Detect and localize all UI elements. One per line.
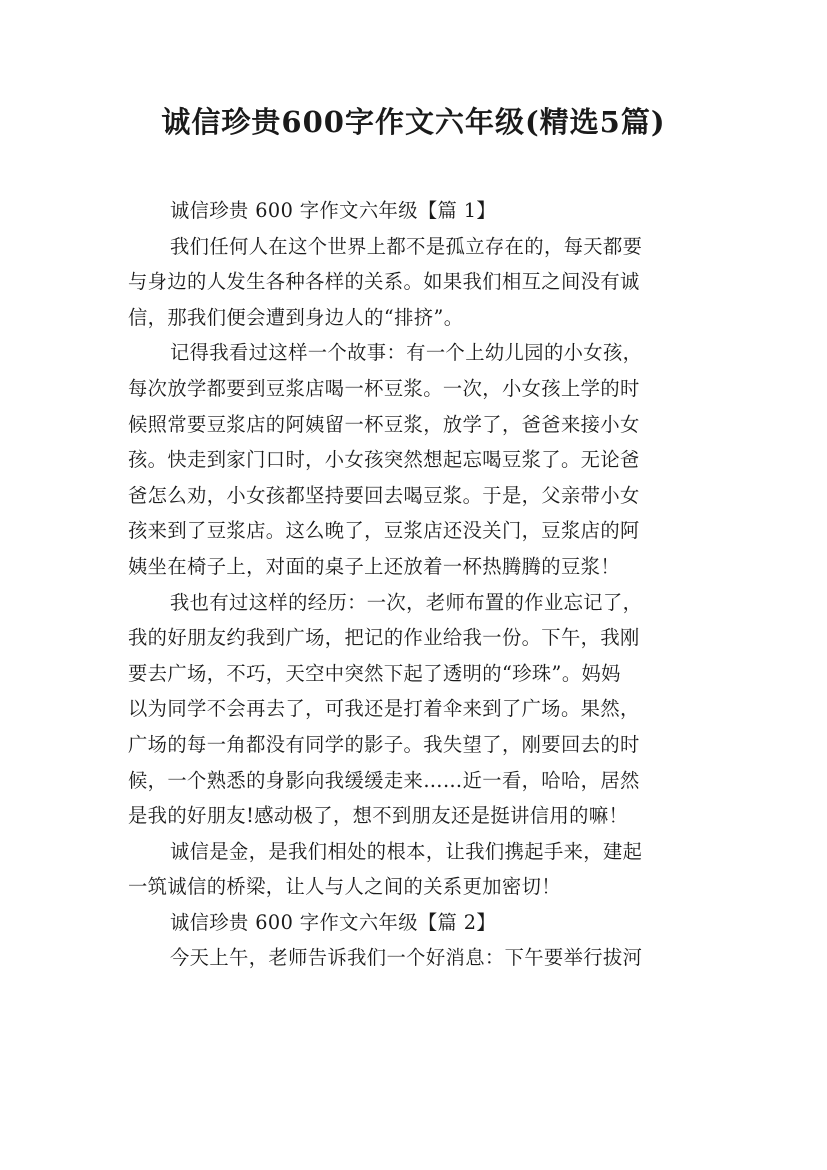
document-title: 诚信珍贵600字作文六年级(精选5篇) bbox=[161, 105, 666, 139]
text-line: 姨坐在椅子上，对面的桌子上还放着一杯热腾腾的豆浆！ bbox=[128, 554, 621, 578]
text-line: 以为同学不会再去了，可我还是打着伞来到了广场。果然， bbox=[128, 697, 640, 721]
text-line: 记得我看过这样一个故事：有一个上幼儿园的小女孩， bbox=[170, 341, 643, 365]
text-line: 爸怎么劝，小女孩都坚持要回去喝豆浆。于是，父亲带小女 bbox=[128, 483, 640, 507]
text-line: 孩来到了豆浆店。这么晚了，豆浆店还没关门，豆浆店的阿 bbox=[128, 519, 640, 543]
text-line: 每次放学都要到豆浆店喝一杯豆浆。一次，小女孩上学的时 bbox=[128, 376, 640, 400]
text-line: 孩。快走到家门口时，小女孩突然想起忘喝豆浆了。无论爸 bbox=[128, 448, 640, 472]
section-heading-2: 诚信珍贵 600 字作文六年级【篇 2】 bbox=[170, 910, 497, 934]
text-line: 我也有过这样的经历：一次，老师布置的作业忘记了， bbox=[170, 590, 643, 614]
text-line: 广场的每一角都没有同学的影子。我失望了，刚要回去的时 bbox=[128, 732, 640, 756]
text-line: 与身边的人发生各种各样的关系。如果我们相互之间没有诚 bbox=[128, 270, 640, 294]
text-line: 候照常要豆浆店的阿姨留一杯豆浆，放学了，爸爸来接小女 bbox=[128, 412, 640, 436]
text-line: 要去广场，不巧，天空中突然下起了透明的“珍珠”。妈妈 bbox=[128, 661, 621, 685]
text-line: 我们任何人在这个世界上都不是孤立存在的，每天都要 bbox=[170, 234, 643, 258]
document-body bbox=[128, 193, 708, 976]
text-line: 诚信是金，是我们相处的根本，让我们携起手来，建起 bbox=[170, 839, 643, 863]
text-line: 候，一个熟悉的身影向我缓缓走来……近一看，哈哈，居然 bbox=[128, 768, 640, 792]
text-line: 今天上午，老师告诉我们一个好消息：下午要举行拔河 bbox=[170, 946, 643, 970]
section-heading-1: 诚信珍贵 600 字作文六年级【篇 1】 bbox=[170, 199, 497, 222]
text-line: 信，那我们便会遭到身边人的“排挤”。 bbox=[128, 305, 464, 329]
text-line: 一筑诚信的桥梁，让人与人之间的关系更加密切！ bbox=[128, 875, 561, 899]
text-line: 是我的好朋友!感动极了，想不到朋友还是挺讲信用的嘛！ bbox=[128, 804, 629, 828]
text-line: 我的好朋友约我到广场，把记的作业给我一份。下午，我刚 bbox=[128, 626, 640, 650]
